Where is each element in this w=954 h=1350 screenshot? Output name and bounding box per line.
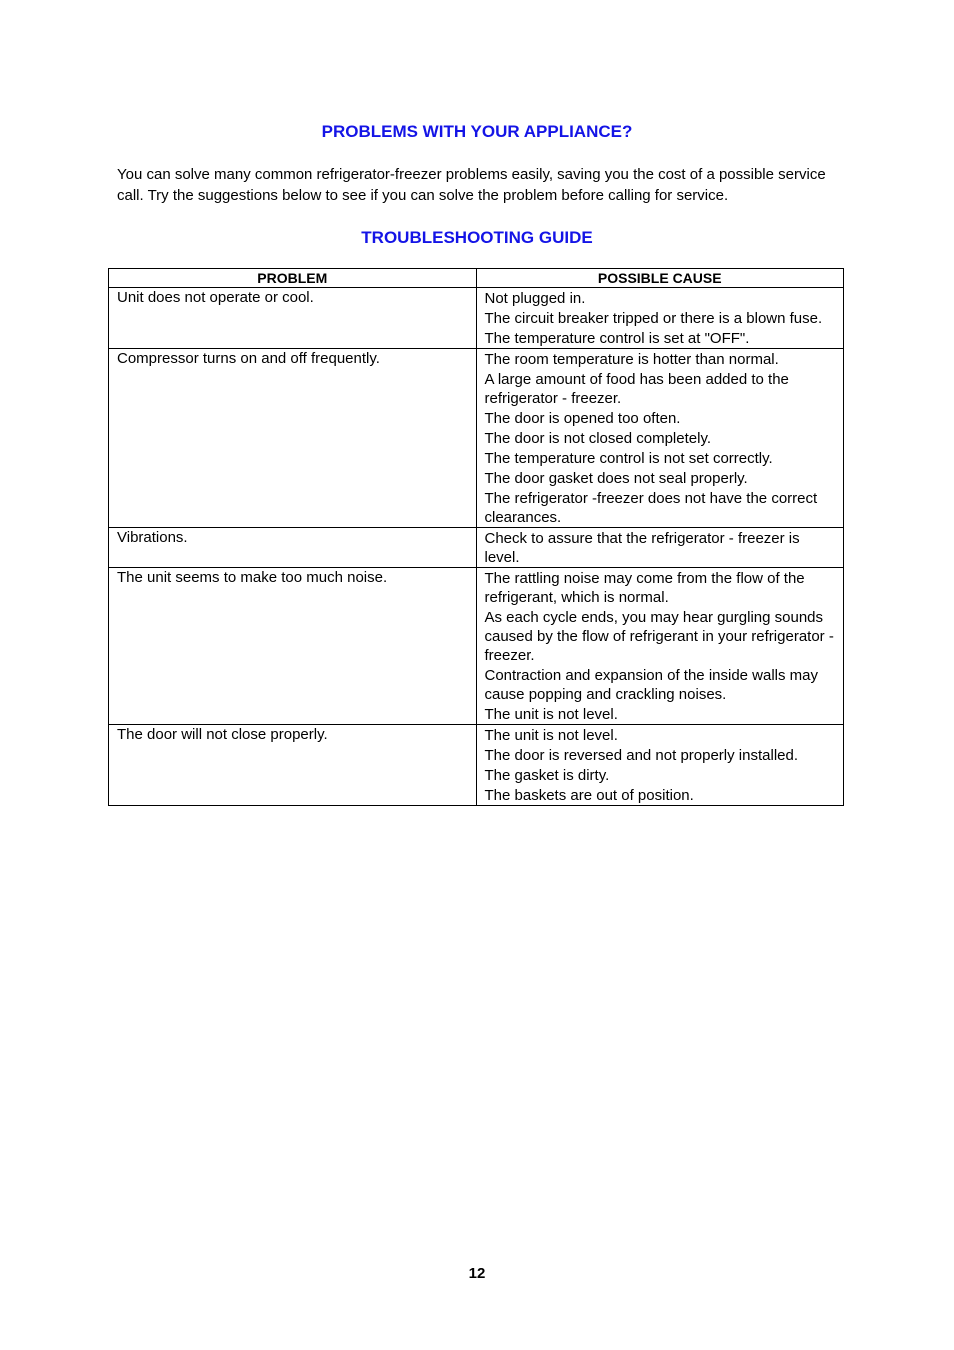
cause-item: The baskets are out of position.	[484, 787, 694, 804]
table-row	[109, 568, 844, 725]
column-header-possible-cause: POSSIBLE CAUSE	[476, 269, 844, 288]
cause-item: A large amount of food has been added to the refrigerator - freezer.	[484, 371, 789, 407]
cause-item: The temperature control is set at "OFF".	[484, 330, 750, 347]
problem-text: The door will not close properly.	[117, 726, 328, 743]
cause-item: Check to assure that the refrigerator - freezer is level.	[484, 530, 800, 566]
problem-text: The unit seems to make too much noise.	[117, 569, 388, 586]
page-number: 12	[468, 1265, 486, 1282]
cause-item: The unit is not level.	[484, 706, 618, 723]
cause-cell	[476, 288, 844, 349]
problem-text: Compressor turns on and off frequently.	[117, 350, 380, 367]
cause-item: The door gasket does not seal properly.	[484, 470, 748, 487]
problem-cell	[109, 568, 477, 725]
table-row	[109, 288, 844, 349]
cause-cell	[476, 568, 844, 725]
cause-item: Not plugged in.	[484, 290, 586, 307]
cause-item: As each cycle ends, you may hear gurgling sounds caused by the flow of refrigerant in your refrigerator - freezer.	[484, 609, 834, 664]
section-heading-troubleshooting: TROUBLESHOOTING GUIDE	[361, 228, 593, 247]
table-row	[109, 725, 844, 806]
problem-cell	[109, 528, 477, 568]
problem-text: Vibrations.	[117, 529, 188, 546]
table-header-row	[109, 269, 844, 288]
troubleshooting-table	[108, 268, 844, 806]
section-heading-problems: PROBLEMS WITH YOUR APPLIANCE?	[321, 122, 633, 141]
cause-item: The circuit breaker tripped or there is a blown fuse.	[484, 310, 823, 327]
cause-cell	[476, 725, 844, 806]
problem-text: Unit does not operate or cool.	[117, 289, 314, 306]
table-row	[109, 528, 844, 568]
cause-item: The rattling noise may come from the flow of the refrigerant, which is normal.	[484, 570, 805, 606]
cause-item: The door is reversed and not properly installed.	[484, 747, 799, 764]
problem-cell	[109, 349, 477, 528]
cause-item: The refrigerator -freezer does not have the correct clearances.	[484, 490, 818, 526]
intro-paragraph: You can solve many common refrigerator-freezer problems easily, saving you the cost of a possible service call. Try the suggestions below to see if you can solve the problem before calling for service.	[117, 166, 826, 204]
cause-cell	[476, 528, 844, 568]
cause-item: The door is not closed completely.	[484, 430, 712, 447]
column-header-problem: PROBLEM	[109, 269, 477, 288]
cause-cell	[476, 349, 844, 528]
cause-item: The unit is not level.	[484, 727, 618, 744]
table-row	[109, 349, 844, 528]
cause-item: The room temperature is hotter than normal.	[484, 351, 779, 368]
problem-cell	[109, 725, 477, 806]
cause-item: Contraction and expansion of the inside walls may cause popping and crackling noises.	[484, 667, 819, 703]
cause-item: The temperature control is not set correctly.	[484, 450, 773, 467]
problem-cell	[109, 288, 477, 349]
cause-item: The door is opened too often.	[484, 410, 681, 427]
cause-item: The gasket is dirty.	[484, 767, 610, 784]
